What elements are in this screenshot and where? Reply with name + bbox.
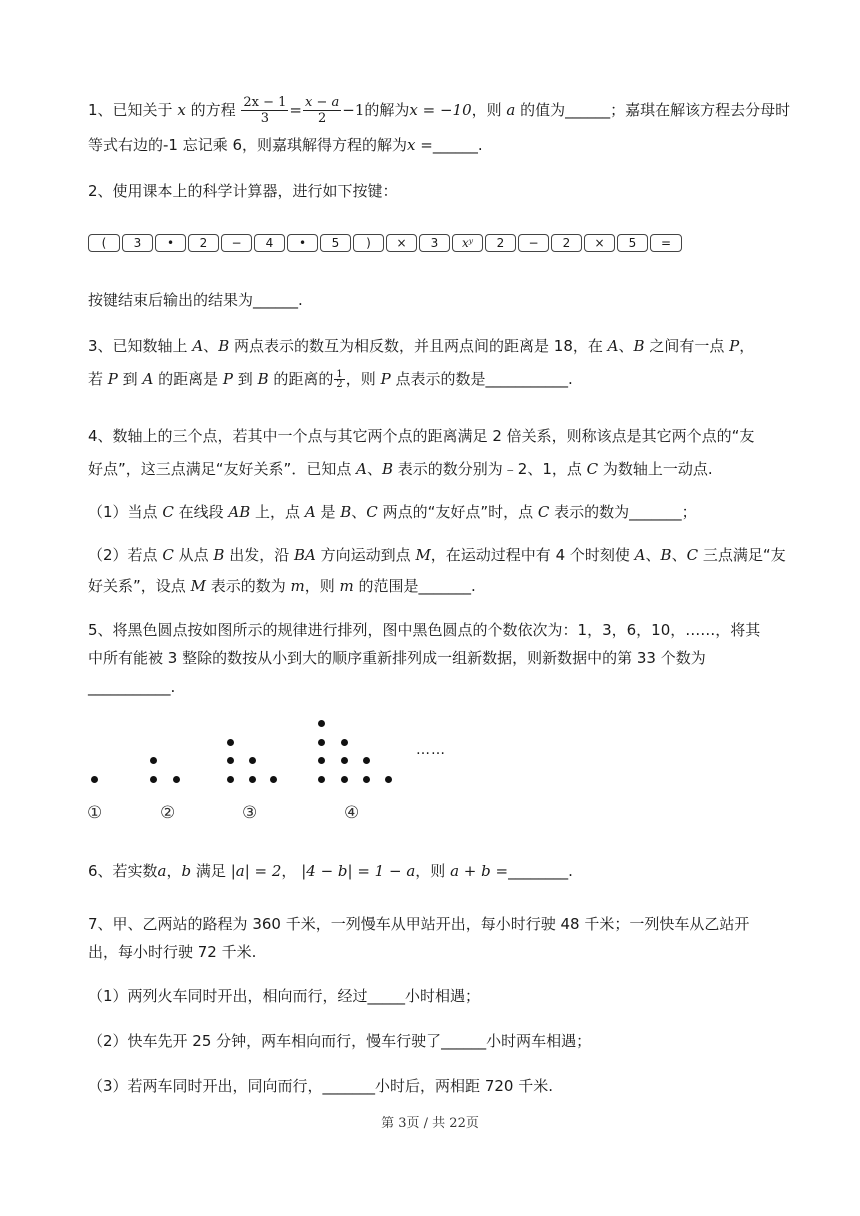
key-3: 3 [419, 234, 450, 252]
q7-sub2: （2）快车先开 25 分钟，两车相向而行，慢车行驶了______小时两车相遇； [88, 1032, 592, 1050]
q7-sub3: （3）若两车同时开出，同向而行，_______小时后，两相距 720 千米. [88, 1077, 553, 1095]
q2-text: 2、使用课本上的科学计算器，进行如下按键： [88, 182, 398, 200]
dot [341, 757, 348, 764]
key-open-paren: ( [88, 234, 120, 252]
key-multiply: × [584, 234, 615, 252]
q4-sub2-line1: （2）若点 C 从点 B 出发，沿 BA 方向运动到点 M，在运动过程中有 4 个时刻使 A、B、C 三点满足“友 [88, 546, 786, 564]
q7-sub1: （1）两列火车同时开出，相向而行，经过_____小时相遇； [88, 987, 481, 1005]
figure-label-1: ① [87, 803, 103, 823]
dot [249, 757, 256, 764]
dot [318, 739, 325, 746]
dot [173, 776, 180, 783]
fraction-half: $\frac{1}{2}$ [336, 369, 343, 390]
fraction-1: $\frac{2x - 1}{3}$ [243, 95, 287, 126]
dot [227, 757, 234, 764]
dot [385, 776, 392, 783]
q7-line2: 出，每小时行驶 72 千米. [88, 943, 257, 961]
key-5: 5 [320, 234, 351, 252]
dot [318, 720, 325, 727]
key-power: xʸ [452, 234, 483, 252]
dot [227, 739, 234, 746]
figure-label-4: ④ [344, 803, 360, 823]
q5-line2: 中所有能被 3 整除的数按从小到大的顺序重新排列成一组新数据，则新数据中的第 33 个数为 [88, 649, 706, 667]
key-minus: − [221, 234, 252, 252]
key-dot: • [155, 234, 186, 252]
q1-line1: 1、已知关于 x 的方程 $\frac{2x - 1}{3}$ = $\frac{x - a}{2}$ −1的解为x = −10，则 a 的值为______；嘉琪在解该方程去分母时 [88, 95, 791, 126]
figure-label-2: ② [160, 803, 176, 823]
dot [91, 776, 98, 783]
page-footer: 第 3页 / 共 22页 [381, 1116, 479, 1131]
fraction-2: $\frac{x - a}{2}$ [305, 95, 340, 126]
dot [249, 776, 256, 783]
q1-line2: 等式右边的-1 忘记乘 6，则嘉琪解得方程的解为x =______. [88, 136, 483, 154]
q4-line2: 好点”，这三点满足“友好关系”．已知点 A、B 表示的数分别为﹣2、1，点 C 为数轴上一动点. [88, 460, 713, 478]
key-4: 4 [254, 234, 285, 252]
key-3: 3 [122, 234, 153, 252]
dot [363, 757, 370, 764]
key-2: 2 [485, 234, 516, 252]
key-2: 2 [188, 234, 219, 252]
dot [341, 776, 348, 783]
q3-line2: 若 P 到 A 的距离是 P 到 B 的距离的 $\frac{1}{2}$ ，则 P 点表示的数是___________. [88, 369, 573, 390]
key-5: 5 [617, 234, 648, 252]
q4-line1: 4、数轴上的三个点，若其中一个点与其它两个点的距离满足 2 倍关系，则称该点是其它两个点的“友 [88, 427, 755, 445]
q3-line1: 3、已知数轴上 A、B 两点表示的数互为相反数，并且两点间的距离是 18，在 A、B 之间有一点 P， [88, 337, 755, 355]
dot [150, 776, 157, 783]
key-dot: • [287, 234, 318, 252]
q6-line: 6、若实数a，b 满足 |a| = 2， |4 − b| = 1 − a，则 a + b =________. [88, 862, 573, 880]
key-multiply: × [386, 234, 417, 252]
q7-line1: 7、甲、乙两站的路程为 360 千米，一列慢车从甲站开出，每小时行驶 48 千米；一列快车从乙站开 [88, 915, 750, 933]
dot [363, 776, 370, 783]
dot [270, 776, 277, 783]
figure-label-3: ③ [242, 803, 258, 823]
key-equals: = [650, 234, 682, 252]
pattern-ellipsis: …… [416, 742, 446, 758]
q4-sub1: （1）当点 C 在线段 AB 上，点 A 是 B、C 两点的“友好点”时，点 C 表示的数为_______； [88, 503, 697, 521]
q4-sub2-line2: 好关系”，设点 M 表示的数为 m，则 m 的范围是_______. [88, 577, 476, 595]
q2-result-text: 按键结束后输出的结果为______. [88, 291, 303, 309]
dot [150, 757, 157, 764]
dot [318, 776, 325, 783]
key-2: 2 [551, 234, 582, 252]
dot [227, 776, 234, 783]
q5-line3: ___________. [88, 678, 176, 696]
dot [318, 757, 325, 764]
q5-line1: 5、将黑色圆点按如图所示的规律进行排列，图中黑色圆点的个数依次为：1，3，6，10，……，将其 [88, 621, 761, 639]
dot [341, 739, 348, 746]
key-close-paren: ) [353, 234, 384, 252]
key-minus: − [518, 234, 549, 252]
calculator-key-sequence [88, 234, 682, 254]
